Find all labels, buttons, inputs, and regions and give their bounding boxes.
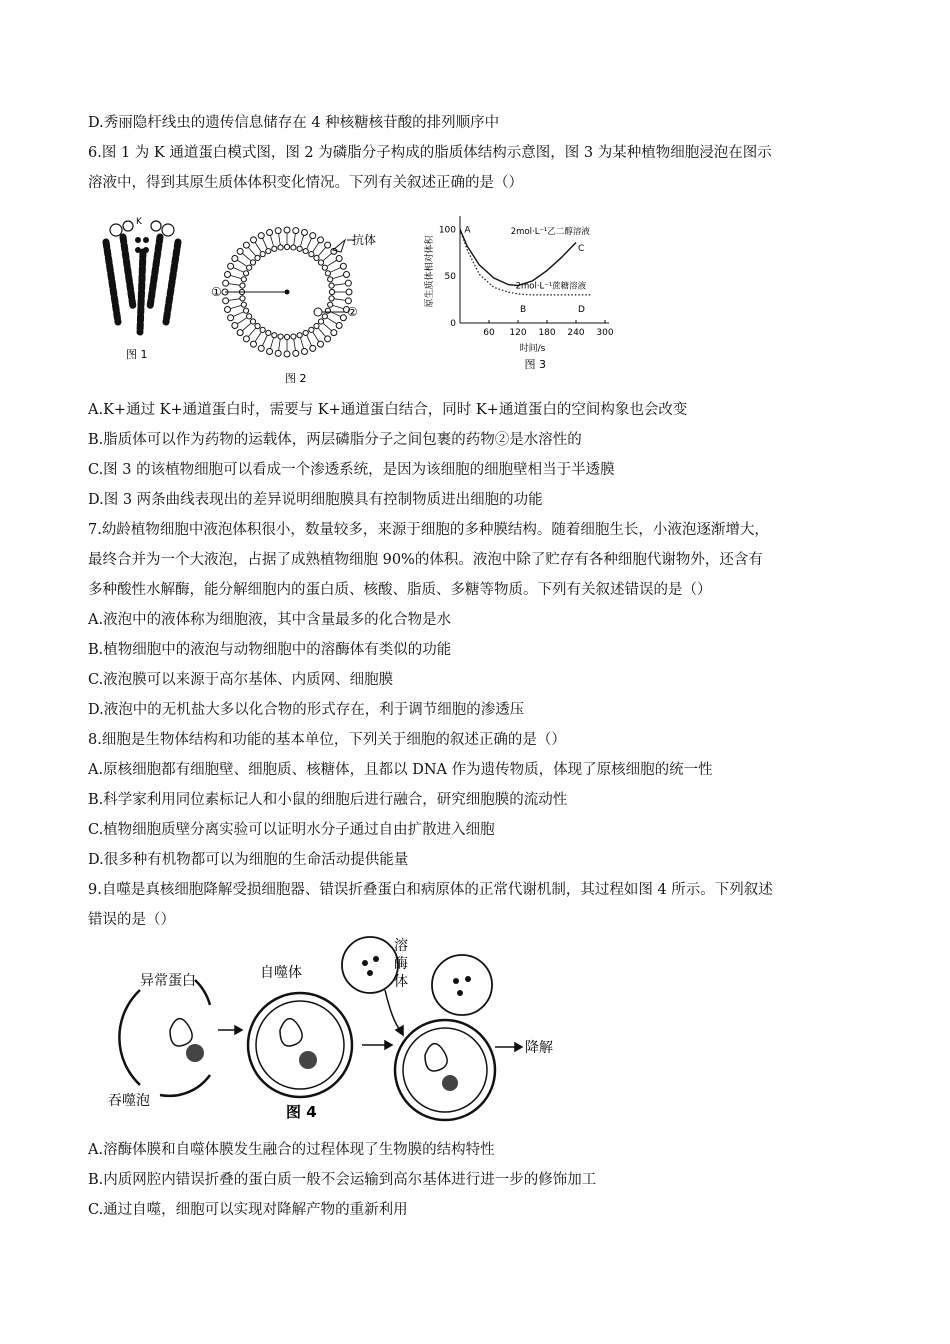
- q7-option-a: A.液泡中的液体称为细胞液，其中含量最多的化合物是水: [88, 612, 452, 628]
- q7-stem-line2: 最终合并为一个大液泡，占据了成熟植物细胞 90%的体积。液泡中除了贮存有各种细胞代谢物外，还含有: [88, 552, 763, 568]
- lipid-head-inner: [240, 296, 245, 301]
- fig2-antibody-label: 抗体: [352, 233, 377, 247]
- lipid-head-inner: [329, 296, 334, 301]
- lipid-head-inner: [250, 260, 255, 265]
- y-tick-label: 0: [450, 319, 456, 329]
- lipid-head-outer: [318, 237, 324, 243]
- fig4-phagophore: 吞噬泡: [108, 1093, 150, 1109]
- q7-option-c: C.液泡膜可以来源于高尔基体、内质网、细胞膜: [88, 672, 394, 688]
- lipid-head-inner: [266, 248, 271, 253]
- damaged-organelle: [186, 1044, 204, 1062]
- lipid-head-outer: [228, 263, 234, 269]
- lipid-head-inner: [328, 302, 333, 307]
- q8-stem: 8.细胞是生物体结构和功能的基本单位，下列关于细胞的叙述正确的是（）: [88, 732, 566, 748]
- lipid-head-outer: [232, 255, 238, 261]
- x-tick-label: 120: [509, 328, 527, 338]
- series-label-1: 2mol·L⁻¹乙二醇溶液: [510, 227, 590, 238]
- x-tick-label: 300: [596, 328, 614, 338]
- fig1-caption: 图 1: [126, 348, 148, 361]
- lipid-head-inner: [325, 308, 330, 313]
- lipid-head-inner: [328, 277, 333, 282]
- autolysosome-outer: [395, 1020, 495, 1120]
- q6-option-d: D.图 3 两条曲线表现出的差异说明细胞膜具有控制物质进出细胞的功能: [88, 492, 543, 508]
- q8-option-d: D.很多种有机物都可以为细胞的生命活动提供能量: [88, 852, 409, 868]
- lipid-head-outer: [336, 255, 342, 261]
- q8-option-b: B.科学家利用同位素标记人和小鼠的细胞后进行融合，研究细胞膜的流动性: [88, 792, 568, 808]
- figure-2-liposome: [205, 212, 395, 387]
- lipid-head-outer: [336, 323, 342, 329]
- lipid-head-outer: [325, 336, 331, 342]
- lipid-head-inner: [266, 330, 271, 335]
- lipid-head-outer: [345, 298, 351, 304]
- lipid-head-inner: [309, 252, 314, 257]
- q6-option-c: C.图 3 的该植物细胞可以看成一个渗透系统，是因为该细胞的细胞壁相当于半透膜: [88, 462, 615, 478]
- fig4-caption: 图 4: [286, 1103, 317, 1121]
- q6-stem-line2: 溶液中，得到其原生质体体积变化情况。下列有关叙述正确的是（）: [88, 175, 523, 191]
- lipid-head-outer: [237, 248, 243, 254]
- abnormal-protein-shape: [170, 1019, 192, 1046]
- y-axis-label: 原生质体相对体积: [425, 235, 435, 308]
- lipid-head-outer: [250, 237, 256, 243]
- lipid-head-outer: [267, 230, 273, 236]
- lipid-head-inner: [255, 323, 260, 328]
- lipid-head-inner: [260, 327, 265, 332]
- series-line-1: [460, 229, 576, 285]
- point-label-D: D: [578, 304, 585, 315]
- q7-option-d: D.液泡中的无机盐大多以化合物的形式存在，利于调节细胞的渗透压: [88, 702, 525, 718]
- lipid-head-inner: [303, 248, 308, 253]
- lipid-head-inner: [243, 308, 248, 313]
- lipid-head-inner: [325, 271, 330, 276]
- figure-3-chart: [420, 208, 620, 378]
- lipid-head-inner: [247, 265, 252, 270]
- x-tick-label: 180: [538, 328, 556, 338]
- lipid-head-outer: [331, 330, 337, 336]
- lipid-head-inner: [314, 255, 319, 260]
- q7-option-b: B.植物细胞中的液泡与动物细胞中的溶酶体有类似的功能: [88, 642, 452, 658]
- lipid-head-inner: [322, 265, 327, 270]
- fig4-lysosome-char-3: 体: [394, 974, 408, 990]
- lipid-head-outer: [243, 242, 249, 248]
- fig2-marker-2: ②: [347, 305, 358, 319]
- figure-1-k-channel: [88, 212, 198, 367]
- lipid-head-inner: [284, 334, 289, 339]
- phagophore-arc-left: [119, 990, 140, 1085]
- q9-option-b: B.内质网腔内错误折叠的蛋白质一般不会运输到高尔基体进行进一步的修饰加工: [88, 1172, 597, 1188]
- antibody-icon: [333, 240, 345, 252]
- q7-stem-line3: 多种酸性水解酶，能分解细胞内的蛋白质、核酸、脂质、多糖等物质。下列有关叙述错误的是（）: [88, 582, 712, 598]
- lipid-head-inner: [291, 245, 296, 250]
- q6-stem-line1: 6.图 1 为 K 通道蛋白模式图，图 2 为磷脂分子构成的脂质体结构示意图，图 3 为某种植物细胞浸泡在图示: [88, 145, 772, 161]
- series-label-2: 2mol·L⁻¹蔗糖溶液: [515, 281, 587, 292]
- fig4-lysosome-char-2: 酶: [394, 956, 408, 972]
- lipid-head-inner: [243, 271, 248, 276]
- fig1-k-label: K: [136, 217, 142, 227]
- q5-option-d: D.秀丽隐杆线虫的遗传信息储存在 4 种核糖核苷酸的排列顺序中: [88, 115, 500, 131]
- lipid-head-outer: [310, 345, 316, 351]
- phagophore-arc-bottom: [160, 1075, 210, 1096]
- lipid-head-outer: [225, 272, 231, 278]
- q8-option-a: A.原核细胞都有细胞壁、细胞质、核糖体，且都以 DNA 作为遗传物质，体现了原核细胞的统一性: [88, 762, 713, 778]
- q9-stem-line1: 9.自噬是真核细胞降解受损细胞器、错误折叠蛋白和病原体的正常代谢机制，其过程如图 4 所示。下列叙述: [88, 882, 773, 898]
- lipid-head-inner: [250, 319, 255, 324]
- lipid-head-outer: [243, 336, 249, 342]
- lipid-head-inner: [278, 245, 283, 250]
- lipid-head-outer: [223, 298, 229, 304]
- lipid-head-outer: [225, 306, 231, 312]
- fig4-degrade: 降解: [525, 1040, 553, 1056]
- x-tick-label: 240: [567, 328, 585, 338]
- autophagosome-inner: [256, 1001, 344, 1089]
- lipid-head-inner: [241, 302, 246, 307]
- fig4-autophagosome: 自噬体: [260, 965, 302, 981]
- lysosome-circle-2: [432, 955, 492, 1015]
- autophagosome-outer: [248, 993, 352, 1097]
- lipid-head-outer: [293, 350, 299, 356]
- q7-stem-line1: 7.幼龄植物细胞中液泡体积很小，数量较多，来源于细胞的多种膜结构。随着细胞生长，小液泡逐渐增大，: [88, 522, 769, 538]
- lipid-head-outer: [258, 345, 264, 351]
- lipid-head-inner: [322, 314, 327, 319]
- q6-option-a: A.K+通过 K+通道蛋白时，需要与 K+通道蛋白结合，同时 K+通道蛋白的空间构象也会改变: [88, 402, 688, 418]
- lipid-head-outer: [343, 272, 349, 278]
- lipid-head-inner: [303, 330, 308, 335]
- q8-option-c: C.植物细胞质壁分离实验可以证明水分子通过自由扩散进入细胞: [88, 822, 495, 838]
- lipid-head-outer: [284, 351, 290, 357]
- lipid-head-outer: [310, 233, 316, 239]
- lipid-head-outer: [318, 341, 324, 347]
- lipid-head-inner: [284, 244, 289, 249]
- lipid-head-inner: [318, 260, 323, 265]
- y-tick-label: 50: [444, 272, 456, 283]
- point-label-A: A: [464, 225, 471, 236]
- lipid-head-inner: [297, 333, 302, 338]
- lipid-head-inner: [297, 246, 302, 251]
- lipid-head-outer: [284, 227, 290, 233]
- q6-option-b: B.脂质体可以作为药物的运载体，两层磷脂分子之间包裹的药物②是水溶性的: [88, 432, 582, 448]
- lipid-head-outer: [345, 280, 351, 286]
- lipid-head-inner: [314, 323, 319, 328]
- lipid-head-inner: [241, 277, 246, 282]
- lipid-head-outer: [275, 350, 281, 356]
- x-axis-label: 时间/s: [519, 344, 546, 354]
- point-label-B: B: [520, 304, 527, 315]
- q9-option-c: C.通过自噬，细胞可以实现对降解产物的重新利用: [88, 1202, 408, 1218]
- drug-2-circle: [314, 308, 322, 316]
- lipid-head-outer: [301, 230, 307, 236]
- lysosome-circle-1: [342, 937, 398, 993]
- lipid-head-outer: [237, 330, 243, 336]
- fig2-caption: 图 2: [285, 372, 307, 385]
- fig4-lysosome-char-1: 溶: [394, 938, 408, 954]
- q9-option-a: A.溶酶体膜和自噬体膜发生融合的过程体现了生物膜的结构特性: [88, 1142, 495, 1158]
- lipid-head-outer: [267, 348, 273, 354]
- lipid-head-inner: [329, 283, 334, 288]
- lipid-head-outer: [340, 315, 346, 321]
- autolysosome-inner: [403, 1028, 487, 1112]
- lipid-head-inner: [255, 255, 260, 260]
- lipid-head-outer: [250, 341, 256, 347]
- fig4-abnormal-protein: 异常蛋白: [140, 973, 196, 989]
- figure-4-autophagy: [100, 935, 570, 1130]
- lipid-head-inner: [318, 319, 323, 324]
- lipid-head-inner: [272, 246, 277, 251]
- lipid-head-inner: [247, 314, 252, 319]
- fig3-caption: 图 3: [524, 358, 546, 371]
- lipid-head-inner: [272, 333, 277, 338]
- lipid-head-outer: [301, 348, 307, 354]
- lipid-head-inner: [260, 252, 265, 257]
- lipid-head-outer: [232, 323, 238, 329]
- q9-stem-line2: 错误的是（）: [88, 912, 175, 928]
- lipid-head-outer: [340, 263, 346, 269]
- lipid-head-inner: [278, 334, 283, 339]
- lipid-head-outer: [325, 242, 331, 248]
- lipid-head-outer: [223, 280, 229, 286]
- lipid-head-inner: [240, 283, 245, 288]
- lipid-head-outer: [258, 233, 264, 239]
- lipid-head-inner: [309, 327, 314, 332]
- lipid-head-inner: [291, 334, 296, 339]
- phagophore-arc-top: [195, 980, 210, 1005]
- k-channel-helices: [106, 237, 178, 332]
- lipid-head-outer: [275, 228, 281, 234]
- y-tick-label: 100: [438, 225, 456, 236]
- point-label-C: C: [578, 244, 585, 255]
- fig2-marker-1: ①: [211, 285, 222, 299]
- lipid-head-outer: [293, 228, 299, 234]
- lipid-head-outer: [346, 289, 352, 295]
- x-tick-label: 60: [483, 328, 495, 338]
- lipid-head-inner: [329, 289, 334, 294]
- lipid-head-outer: [228, 315, 234, 321]
